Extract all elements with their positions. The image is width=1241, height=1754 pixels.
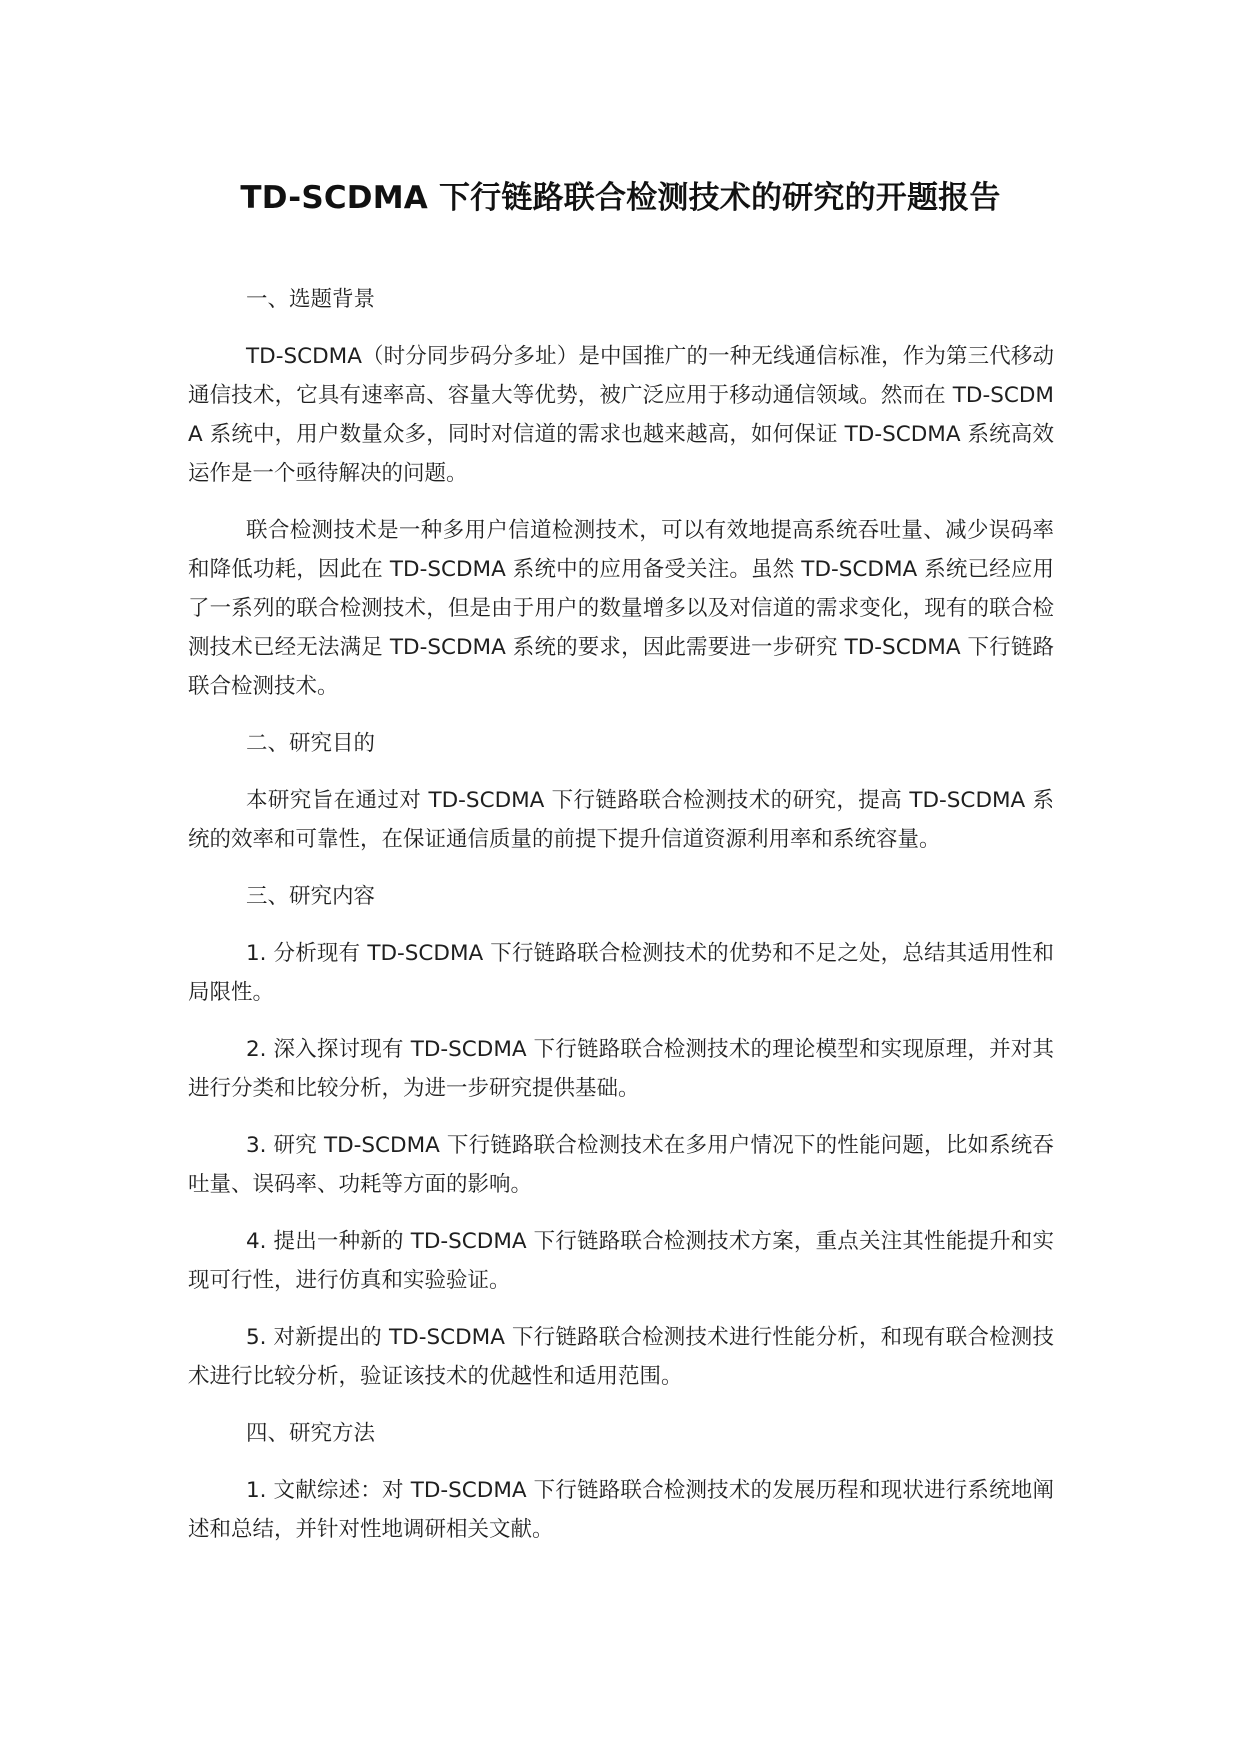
paragraph-background-1: TD-SCDMA（时分同步码分多址）是中国推广的一种无线通信标准，作为第三代移动通信技术，它具有速率高、容量大等优势，被广泛应用于移动通信领域。然而在 TD-SCDMA 系统中，用户数量众多，同时对信道的需求也越来越高，如何保证 TD-SCDMA 系统高效运作是一个亟待解决的问题。 xyxy=(188,344,1054,486)
section-heading-purpose: 二、研究目的 xyxy=(246,731,376,756)
document-title: TD-SCDMA 下行链路联合检测技术的研究的开题报告 xyxy=(240,180,1001,216)
document-body xyxy=(188,280,1054,1549)
section-heading-method: 四、研究方法 xyxy=(246,1421,376,1446)
section-heading-background: 一、选题背景 xyxy=(246,287,376,312)
section-heading-content: 三、研究内容 xyxy=(246,884,376,909)
list-item-content-1: 1. 分析现有 TD-SCDMA 下行链路联合检测技术的优势和不足之处，总结其适用性和局限性。 xyxy=(188,941,1054,1005)
paragraph-purpose: 本研究旨在通过对 TD-SCDMA 下行链路联合检测技术的研究，提高 TD-SCDMA 系统的效率和可靠性，在保证通信质量的前提下提升信道资源利用率和系统容量。 xyxy=(188,788,1054,852)
list-item-method-1: 1. 文献综述：对 TD-SCDMA 下行链路联合检测技术的发展历程和现状进行系统地阐述和总结，并针对性地调研相关文献。 xyxy=(188,1478,1054,1542)
list-item-content-2: 2. 深入探讨现有 TD-SCDMA 下行链路联合检测技术的理论模型和实现原理，并对其进行分类和比较分析，为进一步研究提供基础。 xyxy=(188,1037,1054,1101)
list-item-content-5: 5. 对新提出的 TD-SCDMA 下行链路联合检测技术进行性能分析，和现有联合检测技术进行比较分析，验证该技术的优越性和适用范围。 xyxy=(188,1325,1054,1389)
paragraph-background-2: 联合检测技术是一种多用户信道检测技术，可以有效地提高系统吞吐量、减少误码率和降低功耗，因此在 TD-SCDMA 系统中的应用备受关注。虽然 TD-SCDMA 系统已经应用了一系列的联合检测技术，但是由于用户的数量增多以及对信道的需求变化，现有的联合检测技术已经无法满足 TD-SCDMA 系统的要求，因此需要进一步研究 TD-SCDMA 下行链路联合检测技术。 xyxy=(188,518,1054,699)
list-item-content-3: 3. 研究 TD-SCDMA 下行链路联合检测技术在多用户情况下的性能问题，比如系统吞吐量、误码率、功耗等方面的影响。 xyxy=(188,1133,1054,1197)
list-item-content-4: 4. 提出一种新的 TD-SCDMA 下行链路联合检测技术方案，重点关注其性能提升和实现可行性，进行仿真和实验验证。 xyxy=(188,1229,1054,1293)
